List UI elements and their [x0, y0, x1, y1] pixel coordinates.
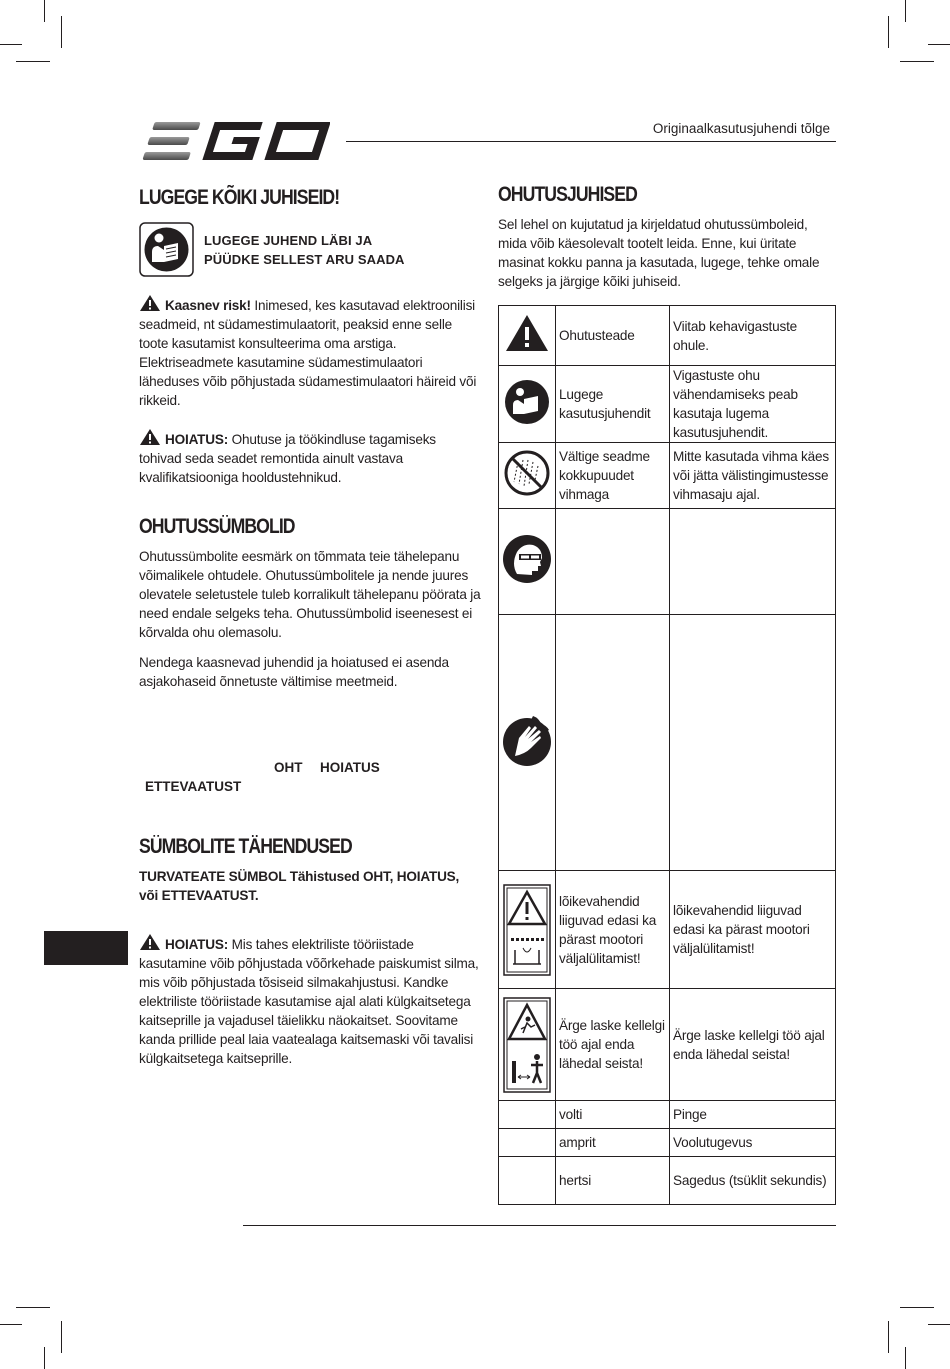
- table-cell-icon: [499, 1129, 556, 1157]
- footer-rule: [243, 1225, 836, 1226]
- risk-text: Inimesed, kes kasutavad elektroonilisi seadmeid, nt südamestimulaatorit, peaksid enne selle toote kasutamist konsulteerima oma arstiga. Elektriseadmete kasutamine südamestimulaatori läheduses võib põhjustada südamestimulaatori häireid või rikkeid.: [139, 298, 477, 408]
- table-cell-icon: [499, 509, 556, 615]
- signal-word-ettevaatust: ETTEVAATUST: [145, 779, 242, 794]
- header-rule: [346, 141, 836, 142]
- read-manual-icon: [139, 222, 194, 277]
- crop-mark: [16, 1307, 50, 1308]
- warning2-label: HOIATUS:: [165, 937, 229, 952]
- crop-mark: [900, 1307, 934, 1308]
- safety-instructions-heading: OHUTUSJUHISED: [498, 183, 637, 206]
- table-cell-desc: Sagedus (tsüklit sekundis): [670, 1157, 836, 1205]
- warning-triangle-icon: [139, 933, 161, 951]
- table-cell-icon: [499, 615, 556, 871]
- table-cell-icon: [499, 366, 556, 443]
- read-all-heading: LUGEGE KÕIKI JUHISEID!: [139, 186, 340, 209]
- risk-paragraph: [139, 294, 481, 410]
- table-cell-icon: [499, 1157, 556, 1205]
- crop-mark: [888, 1321, 889, 1353]
- warning-triangle-icon: [139, 428, 161, 446]
- table-cell-desc: Vigastuste ohu vähendamiseks peab kasutaja lugema kasutusjuhendit.: [670, 366, 836, 443]
- crop-mark: [905, 1347, 906, 1369]
- doc-title: Originaalkasutusjuhendi tõlge: [652, 121, 830, 136]
- safety-symbols-para2: Nendega kaasnevad juhendid ja hoiatused ei asenda asjakohaseid õnnetuste vältimise meetmeid.: [139, 655, 449, 689]
- crop-mark: [0, 1324, 22, 1325]
- table-row: [499, 443, 836, 509]
- table-cell-name: hertsi: [556, 1157, 670, 1205]
- signal-words: [139, 760, 481, 820]
- table-cell-name: Ärge laske kellelgi töö ajal enda lähedal seista!: [556, 989, 670, 1101]
- table-row: [499, 509, 836, 615]
- right-column: [498, 183, 836, 1205]
- symbols-table: [498, 305, 836, 1205]
- crop-mark: [888, 16, 889, 48]
- table-cell-name: [556, 615, 670, 871]
- crop-mark: [16, 61, 50, 62]
- table-row: [499, 989, 836, 1101]
- left-column: [139, 186, 481, 1068]
- safety-symbols-para1: Ohutussümbolite eesmärk on tõmmata teie tähelepanu võimalikele ohtudele. Ohutussümbolitele ja nende juures olevatele seletustele tuleb korralikult tähelepanu pöörata ja need endale selgeks teha. Ohutussümbolid iseenesest ei kõrvalda ohu olemasolu.: [139, 549, 481, 640]
- table-row: [499, 366, 836, 443]
- read-manual-box: [139, 222, 481, 277]
- table-cell-name: Vältige seadme kokkupuudet vihmaga: [556, 443, 670, 509]
- table-cell-desc: Mitte kasutada vihma käes või jätta välistingimustesse vihmasaju ajal.: [670, 443, 836, 509]
- table-cell-name: Lugege kasutusjuhendit: [556, 366, 670, 443]
- table-row: [499, 615, 836, 871]
- safety-instructions-intro: Sel lehel on kujutatud ja kirjeldatud ohutussümboleid, mida võib käesolevalt tootelt leida. Enne, kui üritate masinat kokku panna ja kasutada, lugege, tehke omale selgeks ja järgige kõiki juhiseid.: [498, 217, 820, 289]
- ego-logo: [140, 118, 330, 164]
- table-cell-desc: Ärge laske kellelgi töö ajal enda lähedal seista!: [670, 989, 836, 1101]
- table-cell-desc: Pinge: [670, 1101, 836, 1129]
- signal-word-hoiatus: HOIATUS: [320, 760, 380, 775]
- read-manual-line1: LUGEGE JUHEND LÄBI JA: [204, 232, 373, 248]
- no-rain-icon: [504, 450, 550, 496]
- eye-protection-icon: [502, 534, 552, 584]
- table-cell-desc: [670, 615, 836, 871]
- hand-protection-icon: [499, 712, 555, 768]
- crop-mark: [61, 16, 62, 48]
- table-cell-desc: [670, 509, 836, 615]
- crop-mark: [0, 44, 22, 45]
- table-row: [499, 1157, 836, 1205]
- table-row: [499, 1101, 836, 1129]
- crop-mark: [928, 44, 950, 45]
- table-row: [499, 1129, 836, 1157]
- table-cell-icon: [499, 443, 556, 509]
- safety-symbols-heading: OHUTUSSÜMBOLID: [139, 515, 295, 538]
- keep-bystanders-away-icon: [503, 997, 551, 1093]
- warning1-label: HOIATUS:: [165, 432, 229, 447]
- table-cell-icon: [499, 989, 556, 1101]
- signal-word-oht: OHT: [274, 760, 303, 775]
- warning1-paragraph: [139, 428, 481, 487]
- read-manual-line2: PÜÜDKE SELLEST ARU SAADA: [204, 251, 405, 267]
- table-cell-name: lõikevahendid liiguvad edasi ka pärast mootori väljalülitamist!: [556, 871, 670, 989]
- table-cell-name: amprit: [556, 1129, 670, 1157]
- table-cell-name: [556, 509, 670, 615]
- table-row: [499, 306, 836, 366]
- crop-mark: [928, 1324, 950, 1325]
- table-cell-icon: [499, 871, 556, 989]
- symbol-meanings-sub: TURVATEATE SÜMBOL Tähistused OHT, HOIATUS, või ETTEVAATUST.: [139, 869, 460, 903]
- warning2-paragraph: [139, 933, 481, 1068]
- table-cell-name: Ohutusteade: [556, 306, 670, 366]
- crop-mark: [44, 1347, 45, 1369]
- crop-mark: [44, 0, 45, 22]
- warning-triangle-icon: [504, 313, 550, 353]
- risk-label: Kaasnev risk!: [165, 298, 251, 313]
- crop-mark: [900, 61, 934, 62]
- table-cell-desc: lõikevahendid liiguvad edasi ka pärast mootori väljalülitamist!: [670, 871, 836, 989]
- warning2-text: Mis tahes elektriliste tööriistade kasutamine võib põhjustada võõrkehade paiskumist silma, mis võib põhjustada tõsiseid silmakahjustusi. Kandke elektriliste tööriistade kasutamise ajal alati külgkaitsetega kaitseprille ja vajadusel täielikku näokaitset. Soovitame kanda prillide peal laia vaatealaga kaitsemaski või tavalisi külgkaitsetega kaitseprille.: [139, 937, 479, 1066]
- table-cell-desc: Viitab kehavigastuste ohule.: [670, 306, 836, 366]
- table-cell-desc: Voolutugevus: [670, 1129, 836, 1157]
- table-cell-name: volti: [556, 1101, 670, 1129]
- table-cell-icon: [499, 306, 556, 366]
- symbol-meanings-heading: SÜMBOLITE TÄHENDUSED: [139, 835, 352, 858]
- crop-mark: [61, 1321, 62, 1353]
- warning-triangle-icon: [139, 294, 161, 312]
- crop-mark: [905, 0, 906, 22]
- table-row: [499, 871, 836, 989]
- table-cell-icon: [499, 1101, 556, 1129]
- language-tab: [44, 931, 128, 965]
- read-manual-icon: [504, 379, 550, 425]
- blades-coast-icon: [503, 884, 551, 976]
- warning1-text: Ohutuse ja töökindluse tagamiseks tohivad seda seadet remontida ainult vastava kvalifikatsiooniga hooldustehnikud.: [139, 432, 436, 485]
